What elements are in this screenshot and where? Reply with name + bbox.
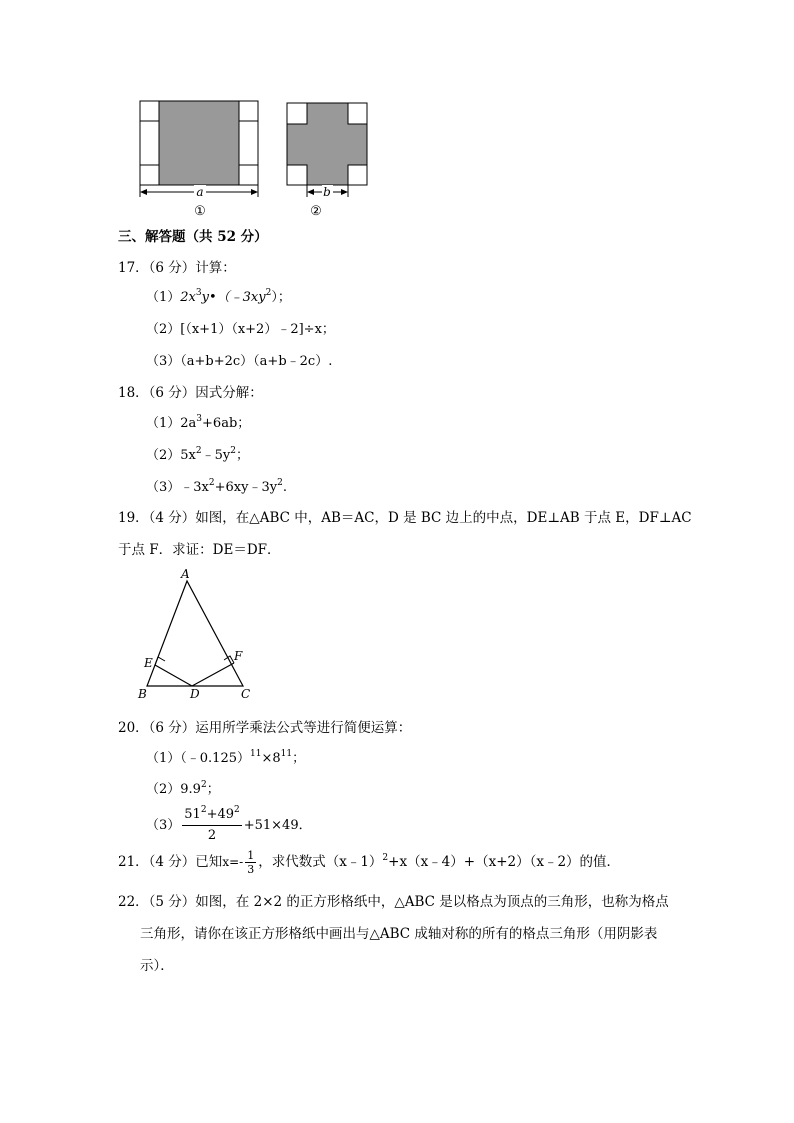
q17-part3: （3）（a+b+2c）（a+b﹣2c）. bbox=[146, 354, 333, 369]
q19-line1: 19．（4 分）如图，在△ABC 中，AB＝AC，D 是 BC 边上的中点，DE⊥AB 于点 E，DF⊥AC bbox=[118, 510, 692, 526]
q22-line1: 22．（5 分）如图，在 2×2 的正方形格纸中，△ABC 是以格点为顶点的三角形，也称为格点 bbox=[118, 894, 669, 910]
square-figures bbox=[130, 95, 380, 220]
q21-line: 21．（4 分）已知x=- $\frac{1}{3}$ ，求代数式（x﹣1）$^2$+x（x﹣4）+（x+2）（x﹣2）的值． bbox=[118, 849, 621, 876]
figure-1 bbox=[140, 101, 258, 219]
fig1-number: ① bbox=[194, 204, 206, 219]
label-C: C bbox=[241, 687, 251, 701]
q22-line2: 三角形，请你在该正方形格纸中画出与△ABC 成轴对称的所有的格点三角形（用阴影表 bbox=[140, 926, 658, 942]
fig1-dim-label: a bbox=[196, 185, 204, 199]
label-A: A bbox=[181, 567, 190, 581]
fig2-number: ② bbox=[310, 204, 322, 219]
q17-heading: 17．（6 分）计算： bbox=[118, 260, 236, 276]
q17-part1: $(1)2x^3y•(﹣3xy^2)$； bbox=[146, 288, 291, 305]
q20-part2: $(2)9.9^2$； bbox=[146, 780, 220, 797]
q18-part3: $(3)﹣3x^2+6xy﹣3y^2$. bbox=[146, 478, 287, 495]
q20-heading: 20．（6 分）运用所学乘法公式等进行简便运算： bbox=[118, 720, 412, 736]
q20-part3: （3） $\frac{51^2+49^2}{2}$ +51×49． bbox=[146, 805, 312, 846]
label-D: D bbox=[190, 687, 200, 701]
q20-part1: $(1)(﹣0.125)^{11}\times 8^{11}$； bbox=[146, 749, 306, 766]
q20-fraction: $\frac{51^2+49^2}{2}$ bbox=[184, 805, 240, 843]
label-B: B bbox=[138, 687, 147, 701]
q22-line3: 示）． bbox=[140, 958, 174, 974]
label-E: E bbox=[144, 656, 153, 670]
q18-heading: 18．（6 分）因式分解： bbox=[118, 385, 263, 401]
q18-part2: $(2)5x^2﹣5y^2$； bbox=[146, 446, 249, 463]
label-F: F bbox=[234, 649, 243, 663]
q18-part1: $(1)2a^3+6ab$； bbox=[146, 414, 251, 431]
triangle-figure bbox=[130, 565, 270, 705]
section-title: 三、解答题（共 52 分） bbox=[118, 229, 268, 245]
fig2-dim-label: b bbox=[323, 185, 331, 199]
q19-line2: 于点 F．求证：DE＝DF． bbox=[118, 542, 281, 558]
q17-part2: （2）[（x+1）（x+2）﹣2]÷x； bbox=[146, 322, 335, 337]
figure-2 bbox=[287, 103, 367, 219]
